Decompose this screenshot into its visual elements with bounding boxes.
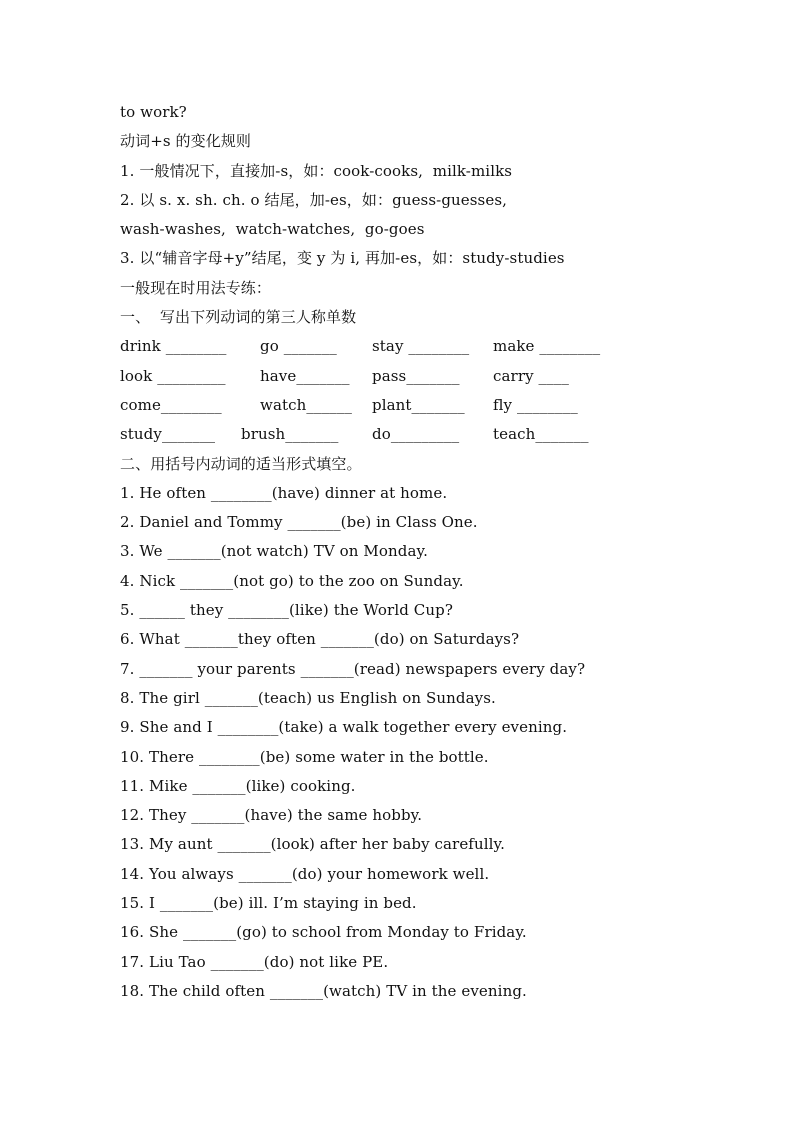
verb-cell: teach_______: [493, 425, 589, 444]
verb-cell: plant_______: [372, 395, 465, 414]
section-1-title: 一、 写出下列动词的第三人称单数: [120, 308, 357, 327]
rule-3: 3. 以“辅音字母+y”结尾，变 y 为 i, 再加-es，如：study-studies: [120, 249, 565, 268]
exercise-item: 12. They _______(have) the same hobby.: [120, 806, 423, 825]
verb-cell: study_______: [120, 425, 216, 444]
verb-grid-row: [120, 332, 720, 361]
verb-cell: do_________: [372, 425, 460, 444]
exercise-item: 5. ______ they ________(like) the World Cup?: [120, 601, 453, 620]
verb-cell: stay ________: [372, 337, 470, 356]
exercise-item: 3. We _______(not watch) TV on Monday.: [120, 542, 428, 561]
exercise-item: 14. You always _______(do) your homework well.: [120, 864, 490, 883]
exercise-item: 17. Liu Tao _______(do) not like PE.: [120, 952, 389, 971]
exercise-item: 7. _______ your parents _______(read) newspapers every day?: [120, 659, 586, 678]
verb-cell: pass_______: [372, 366, 460, 385]
exercise-item: 8. The girl _______(teach) us English on Sundays.: [120, 688, 496, 707]
exercise-item: 16. She _______(go) to school from Monday to Friday.: [120, 923, 527, 942]
rules-heading: 动词+s 的变化规则: [120, 132, 252, 151]
verb-cell: come________: [120, 395, 222, 414]
exercise-item: 10. There ________(be) some water in the bottle.: [120, 747, 489, 766]
verb-cell: have_______: [260, 366, 350, 385]
exercise-item: 11. Mike _______(like) cooking.: [120, 776, 356, 795]
exercise-item: 9. She and I ________(take) a walk together every evening.: [120, 718, 568, 737]
exercise-item: 18. The child often _______(watch) TV in the evening.: [120, 981, 527, 1000]
verb-grid-row: [120, 391, 720, 420]
verb-cell: watch______: [260, 395, 352, 414]
text-line: to work?: [120, 103, 187, 121]
rule-2: 2. 以 s. x. sh. ch. o 结尾，加-es，如：guess-guesses,: [120, 190, 507, 209]
practice-heading: 一般现在时用法专练：: [120, 278, 272, 297]
section-2-title: 二、用括号内动词的适当形式填空。: [120, 454, 362, 473]
exercise-item: 13. My aunt _______(look) after her baby carefully.: [120, 835, 505, 854]
rule-1: 1. 一般情况下，直接加-s，如：cook-cooks, milk-milks: [120, 161, 513, 180]
verb-cell: drink ________: [120, 337, 227, 356]
exercise-item: 15. I _______(be) ill. I’m staying in bed.: [120, 894, 417, 913]
verb-grid-row: [120, 362, 720, 391]
rule-2-cont: wash-washes, watch-watches, go-goes: [120, 220, 425, 239]
verb-cell: go _______: [260, 337, 337, 356]
verb-cell: fly ________: [493, 395, 578, 414]
exercise-item: 4. Nick _______(not go) to the zoo on Sunday.: [120, 571, 464, 590]
verb-grid-row: [120, 420, 720, 449]
verb-cell: make ________: [493, 337, 601, 356]
verb-cell: look _________: [120, 366, 226, 385]
document-page: [120, 98, 720, 1006]
exercise-item: 2. Daniel and Tommy _______(be) in Class One.: [120, 513, 478, 532]
verb-cell: brush_______: [241, 425, 339, 444]
exercise-item: 6. What _______they often _______(do) on Saturdays?: [120, 630, 520, 649]
verb-cell: carry ____: [493, 366, 569, 385]
exercise-item: 1. He often ________(have) dinner at home.: [120, 483, 448, 502]
